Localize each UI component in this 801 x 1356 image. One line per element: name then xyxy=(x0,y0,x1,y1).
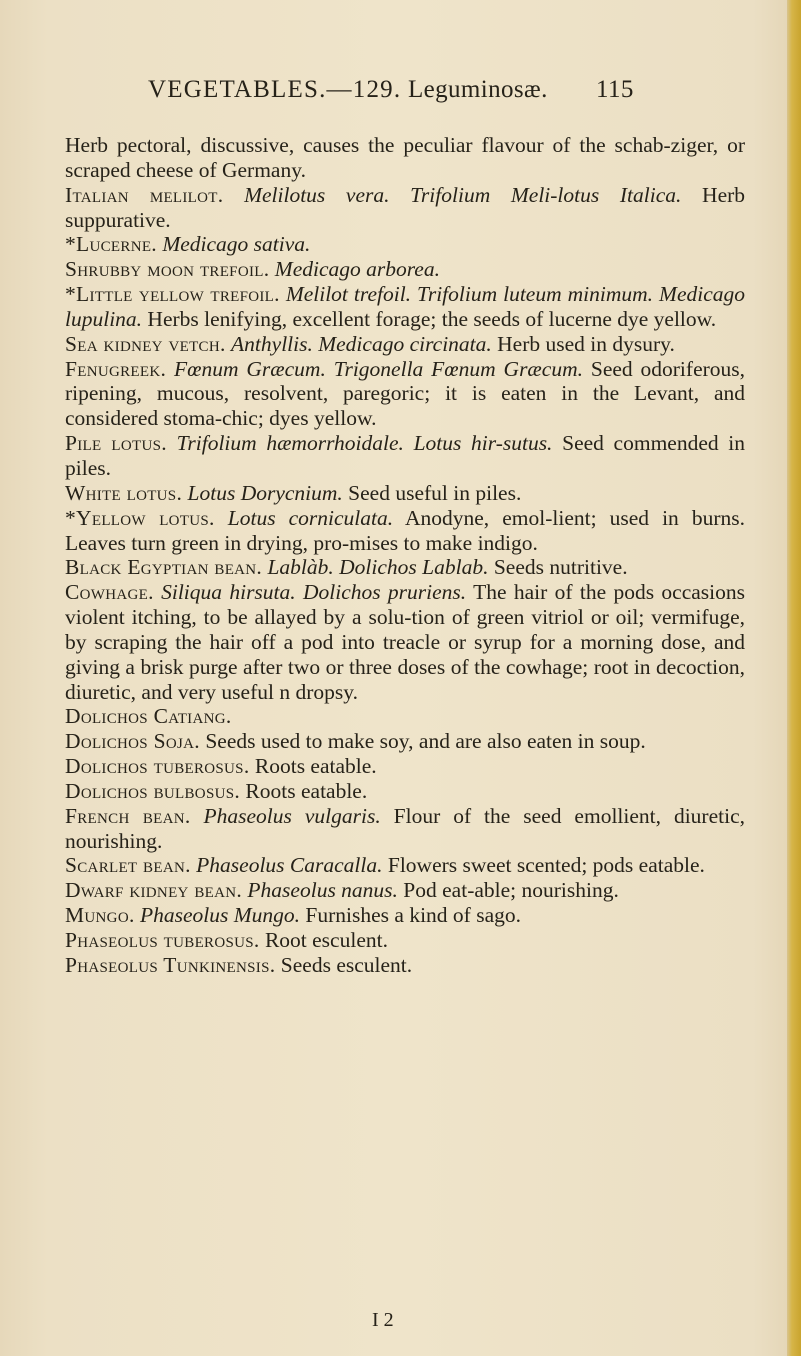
entry-text: Seeds used to make soy, and are also eaten in soup. xyxy=(205,729,646,754)
list-item xyxy=(65,183,745,233)
entry-latin: Phaseolus Mungo. xyxy=(140,903,301,928)
header-family: Leguminosæ. xyxy=(407,76,548,103)
entry-name: Dolichos tuberosus. xyxy=(65,754,250,779)
list-item xyxy=(65,357,745,432)
list-item xyxy=(65,878,745,903)
entry-name: Phaseolus Tunkinensis. xyxy=(65,952,276,977)
entry-name: *Little yellow trefoil. xyxy=(65,282,280,307)
list-item xyxy=(65,804,745,854)
signature-mark: I 2 xyxy=(372,1309,394,1331)
entry-latin: Phaseolus Caracalla. xyxy=(196,853,383,878)
list-item xyxy=(65,779,745,804)
entry-text: Flowers sweet scented; pods eatable. xyxy=(387,853,705,878)
entry-text: Roots eatable. xyxy=(245,778,368,803)
entry-latin: Melilotus vera. Trifolium Meli-lotus Italica. xyxy=(244,182,682,207)
list-item xyxy=(65,953,745,978)
list-item xyxy=(65,853,745,878)
entry-latin: Melilot trefoil. Trifolium luteum minimum. Medicago lupulina. xyxy=(65,282,746,331)
entry-name: Sea kidney vetch. xyxy=(65,331,226,356)
entry-latin: Fœnum Græcum. Trigonella Fœnum Græcum. xyxy=(174,356,583,381)
entry-text: Seed odoriferous, ripening, mucous, resolvent, paregoric; it is eaten in the Levant, and considered stoma-chic; dyes yellow. xyxy=(65,356,746,431)
entry-name: Dolichos Catiang. xyxy=(65,704,232,729)
entry-name: Mungo. xyxy=(65,903,135,928)
list-item xyxy=(65,704,745,729)
list-item xyxy=(65,928,745,953)
entry-text: The hair of the pods occasions violent itching, to be allayed by a solu-tion of green vitriol or oil; vermifuge, by scraping the hair off a pod into treacle or syrup for a morning dose, and giving a brisk purge after two or three doses of the cowhage; root in decoction, diuretic, and very useful n dropsy. xyxy=(65,580,746,704)
list-item xyxy=(65,555,745,580)
entry-latin: Medicago sativa. xyxy=(162,232,311,257)
entry-text: Furnishes a kind of sago. xyxy=(305,903,521,928)
header-title: VEGETABLES.—129. xyxy=(148,76,402,103)
entry-name: Cowhage. xyxy=(65,580,154,605)
entry-name: Dolichos bulbosus. xyxy=(65,778,241,803)
entry-text: Pod eat-able; nourishing. xyxy=(403,878,619,903)
entry-name: Pile lotus. xyxy=(65,431,167,456)
entry-text: Herb used in dysury. xyxy=(497,331,675,356)
entry-latin: Trifolium hæmorrhoidale. Lotus hir-sutus. xyxy=(176,431,553,456)
entry-latin: Lotus corniculata. xyxy=(227,505,394,530)
page-edge xyxy=(787,0,801,1356)
entry-name: Shrubby moon trefoil. xyxy=(65,257,270,282)
entry-name: Scarlet bean. xyxy=(65,853,191,878)
entry-text: Herbs lenifying, excellent forage; the seeds of lucerne dye yellow. xyxy=(147,306,717,331)
entry-text: Seed commended in piles. xyxy=(65,431,746,480)
list-item xyxy=(65,282,745,332)
entry-text: Roots eatable. xyxy=(254,754,377,779)
entry-name: Dwarf kidney bean. xyxy=(65,878,243,903)
list-item xyxy=(65,232,745,257)
entry-text: Seed useful in piles. xyxy=(348,480,522,505)
entry-text: Herb pectoral, discussive, causes the peculiar flavour of the schab-ziger, or scraped cheese of Germany. xyxy=(65,133,745,182)
list-item xyxy=(65,257,745,282)
entry-latin: Lotus Dorycnium. xyxy=(187,480,343,505)
list-item xyxy=(65,332,745,357)
entry-text: Herb suppurative. xyxy=(65,182,746,232)
entry-name: Dolichos Soja. xyxy=(65,729,200,754)
entry-text: Seeds esculent. xyxy=(280,952,413,977)
entry-latin: Lablàb. Dolichos Lablab. xyxy=(267,555,489,580)
list-item xyxy=(65,580,745,704)
entry-latin: Phaseolus nanus. xyxy=(247,878,398,903)
list-item xyxy=(65,754,745,779)
entries-list xyxy=(65,133,745,978)
running-header xyxy=(148,76,634,116)
entry-name: Black Egyptian bean. xyxy=(65,555,263,580)
entry-name: White lotus. xyxy=(65,480,183,505)
entry-text: Root esculent. xyxy=(264,928,388,952)
list-item xyxy=(65,431,745,481)
list-item xyxy=(65,903,745,928)
entry-text: Anodyne, emol-lient; used in burns. Leaves turn green in drying, pro-mises to make indigo. xyxy=(65,505,745,555)
list-item xyxy=(65,481,745,506)
entry-text: Seeds nutritive. xyxy=(493,555,628,580)
entry-latin: Phaseolus vulgaris. xyxy=(203,803,381,828)
entry-latin: Anthyllis. Medicago circinata. xyxy=(231,331,492,356)
entry-name: Fenugreek. xyxy=(65,356,167,381)
page-number: 115 xyxy=(596,76,634,103)
list-item xyxy=(65,133,745,183)
entry-name: French bean. xyxy=(65,803,191,828)
list-item xyxy=(65,729,745,754)
entry-name: Italian melilot. xyxy=(65,182,224,207)
list-item xyxy=(65,506,745,556)
entry-name: Phaseolus tuberosus. xyxy=(65,928,260,952)
entry-text: Flour of the seed emollient, diuretic, nourishing. xyxy=(65,803,745,853)
entry-latin: Medicago arborea. xyxy=(274,257,440,282)
entry-name: *Lucerne. xyxy=(65,232,157,257)
entry-latin: Siliqua hirsuta. Dolichos pruriens. xyxy=(161,580,467,605)
entry-name: *Yellow lotus. xyxy=(65,505,215,530)
